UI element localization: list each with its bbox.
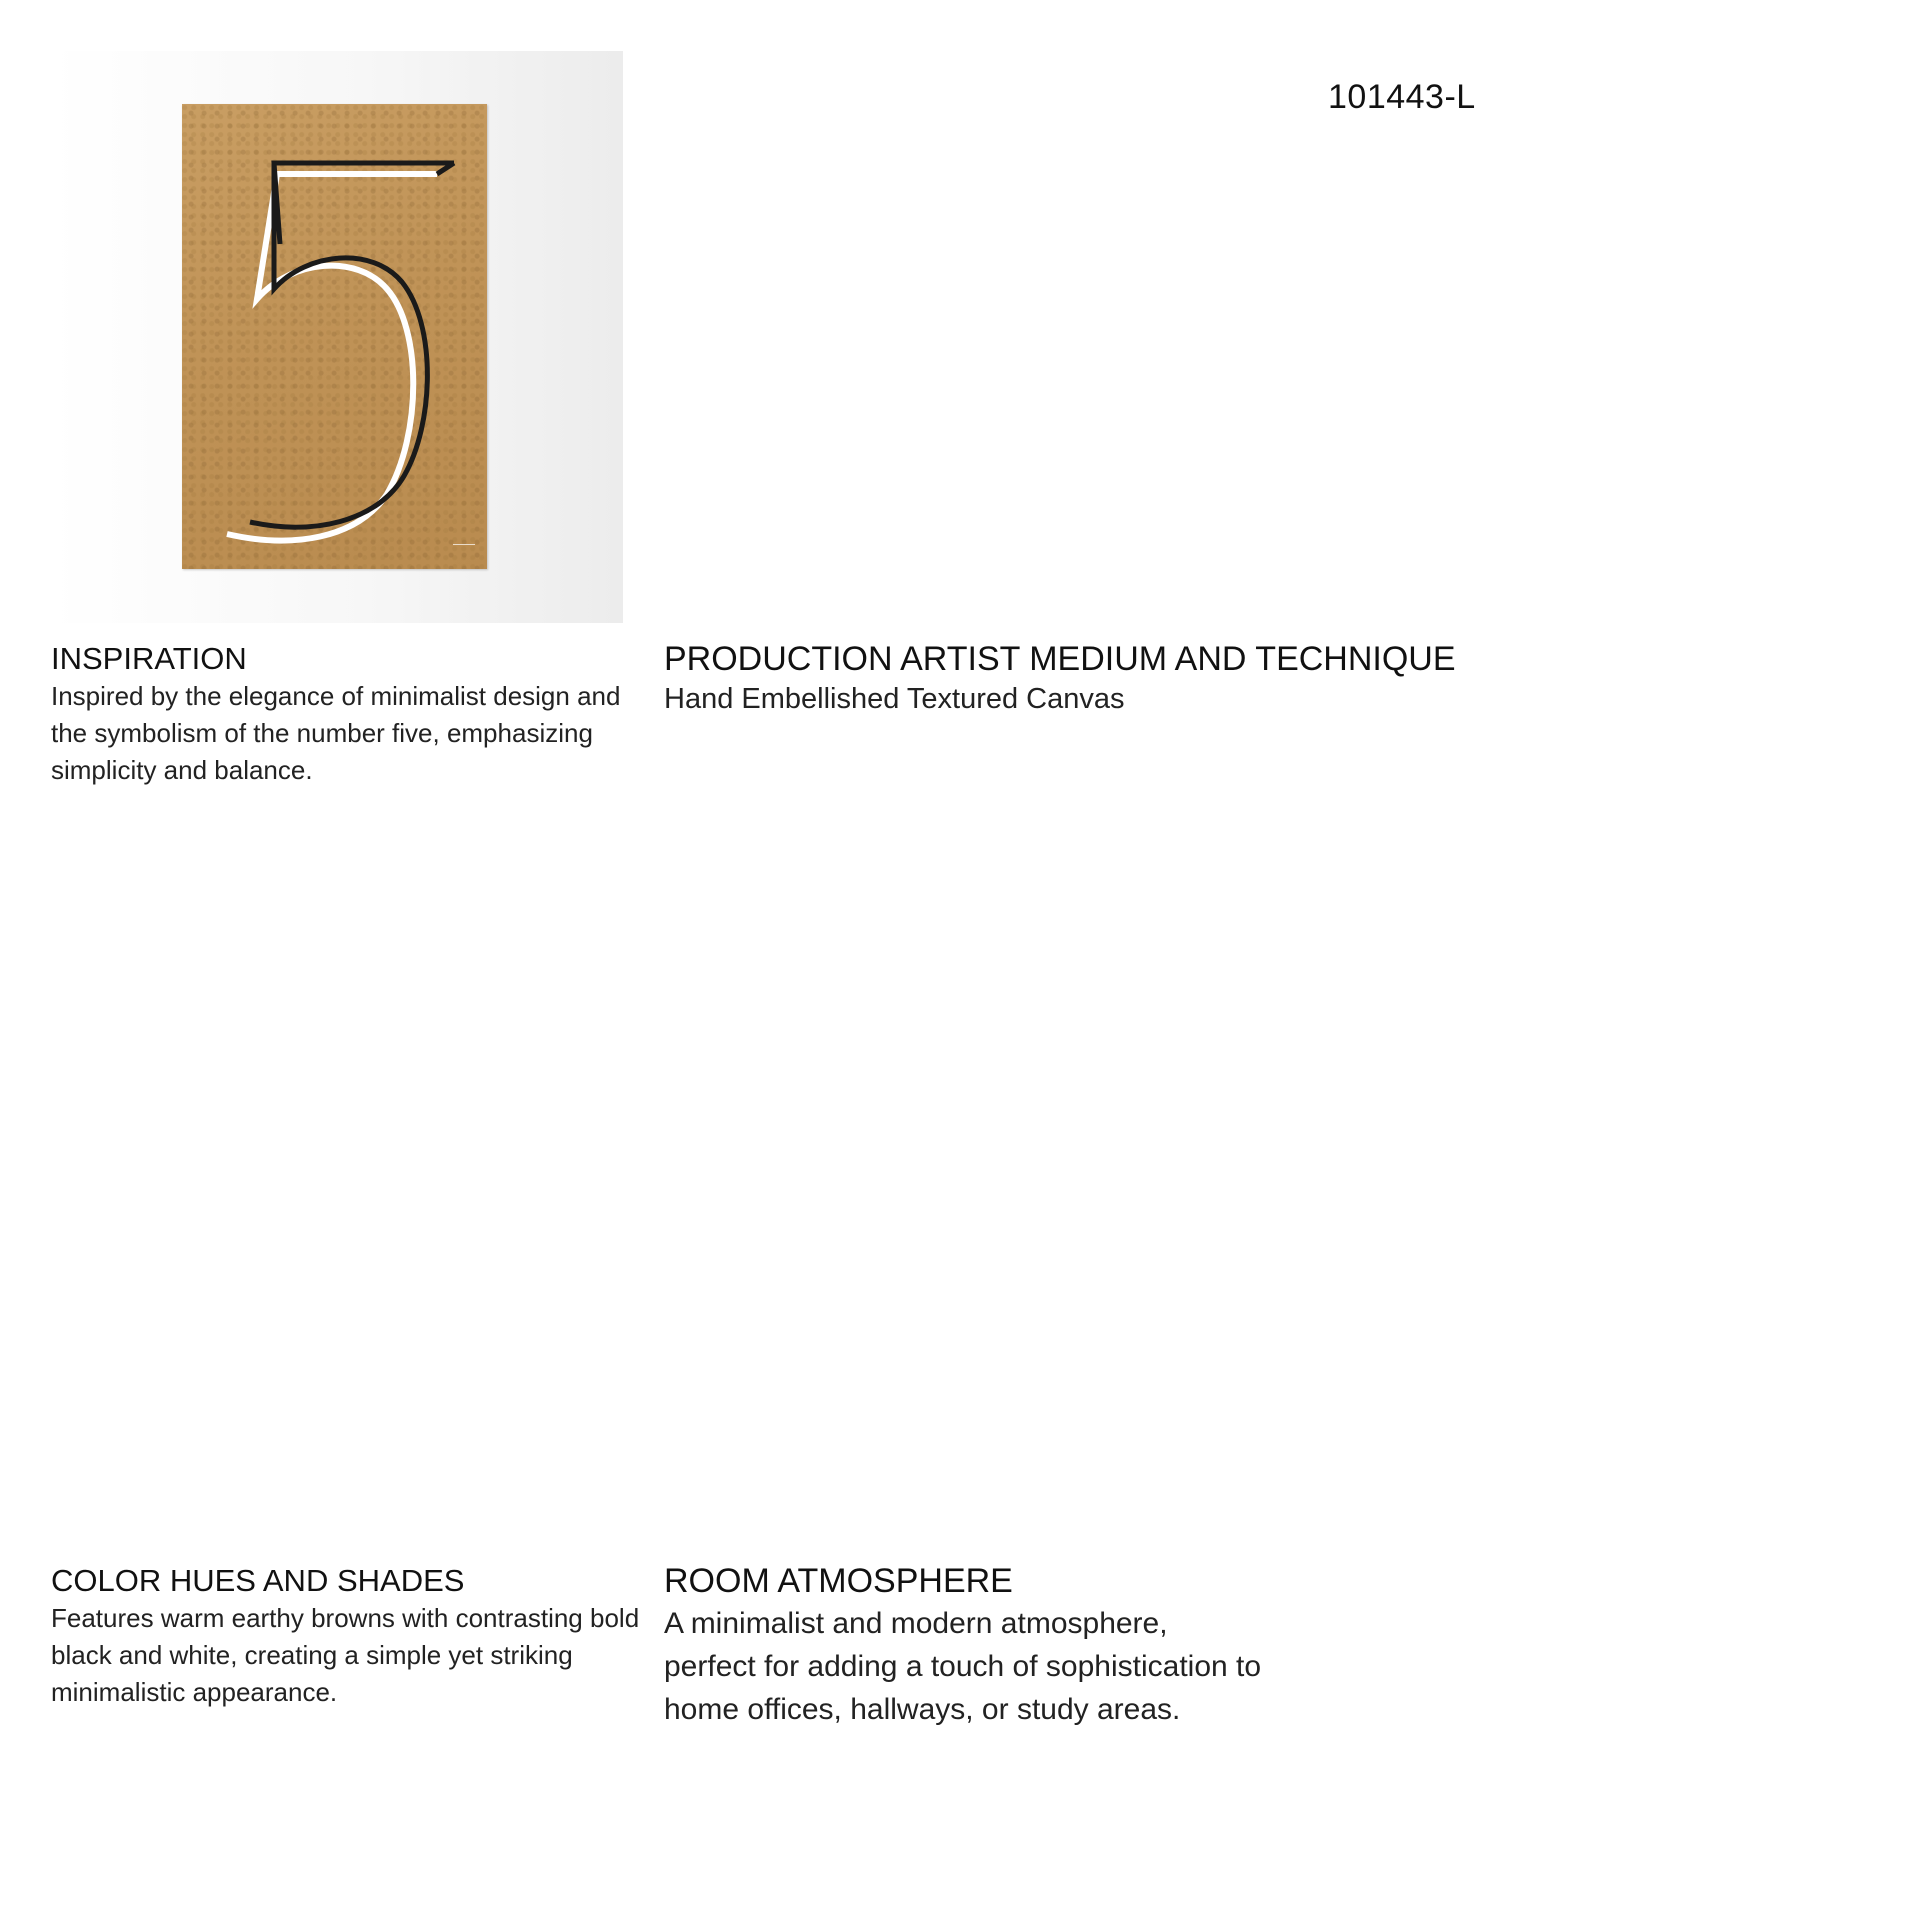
- production-text: Hand Embellished Textured Canvas: [664, 683, 1125, 715]
- inspiration-text: Inspired by the elegance of minimalist design and the symbolism of the number five, emphasizing simplicity and balance.: [51, 681, 621, 785]
- color-section: [51, 1562, 651, 1711]
- production-section: [664, 638, 1564, 718]
- numeral-five-white-stroke: [227, 174, 437, 541]
- color-title: COLOR HUES AND SHADES: [51, 1563, 465, 1598]
- inspiration-title: INSPIRATION: [51, 641, 247, 676]
- production-title: PRODUCTION ARTIST MEDIUM AND TECHNIQUE: [664, 640, 1456, 678]
- inspiration-section: [51, 640, 631, 789]
- numeral-five-graphic: [182, 104, 487, 569]
- room-text: A minimalist and modern atmosphere, perfect for adding a touch of sophistication to home offices, hallways, or study areas.: [664, 1607, 1262, 1726]
- product-image: [51, 51, 623, 623]
- artist-signature-mark: [453, 539, 475, 545]
- numeral-five-black-stroke: [250, 163, 454, 527]
- room-section: [664, 1560, 1264, 1731]
- product-sku: 101443-L: [1328, 78, 1476, 116]
- color-text: Features warm earthy browns with contrasting bold black and white, creating a simple yet striking minimalistic appearance.: [51, 1603, 640, 1707]
- canvas-artwork: [182, 104, 487, 569]
- room-title: ROOM ATMOSPHERE: [664, 1562, 1013, 1600]
